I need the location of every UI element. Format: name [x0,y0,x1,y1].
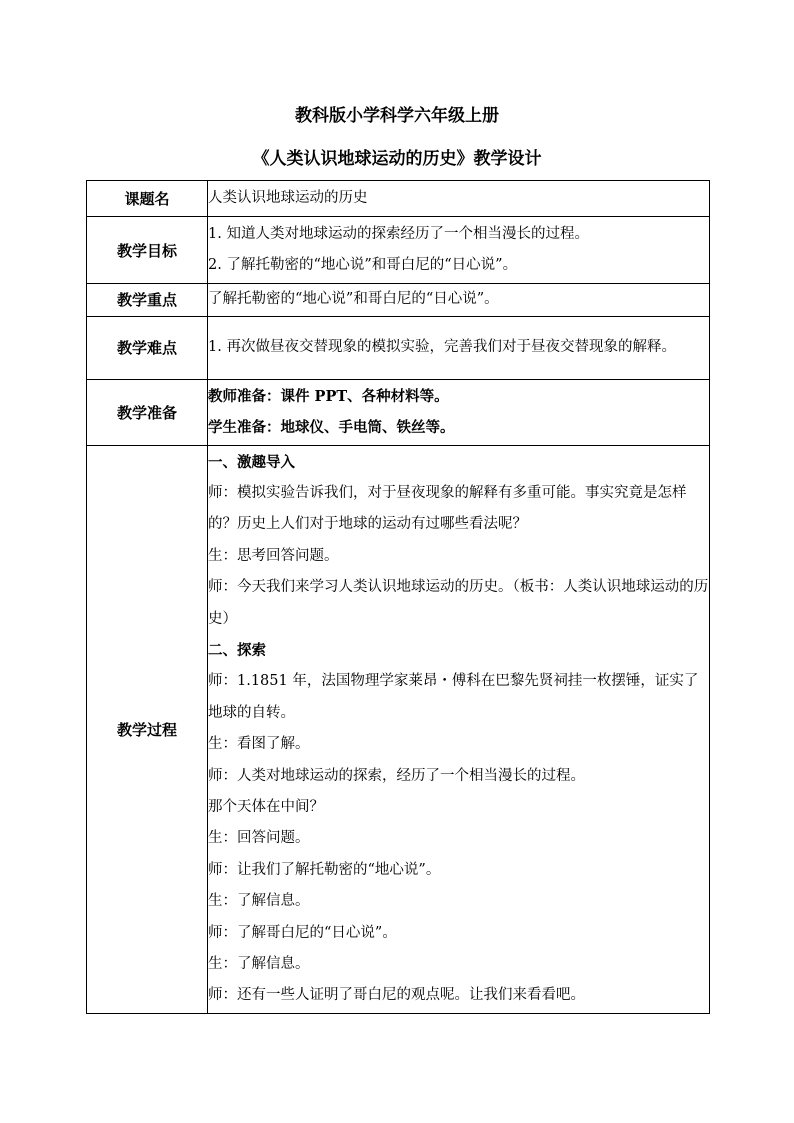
process-paragraph: 生：思考回答问题。 [208,547,339,564]
process-paragraph: 师：模拟实验告诉我们，对于昼夜现象的解释有多重可能。事实究竟是怎样的？历史上人们对于地球的运动有过哪些看法呢？ [208,484,687,533]
label-process: 教学过程 [87,445,208,1013]
goal-item: 2. 了解托勒密的“地心说”和哥白尼的“日心说”。 [208,257,518,273]
label-goals: 教学目标 [87,217,208,284]
key-points-text: 了解托勒密的“地心说”和哥白尼的“日心说”。 [208,291,499,307]
label-preparation: 教学准备 [87,379,208,445]
topic-text [208,181,710,217]
row-topic [87,181,710,217]
difficulties-content [208,316,710,379]
section-heading: 一、激趣导入 [208,453,295,471]
row-goals [87,217,710,284]
process-paragraph: 师：了解哥白尼的“日心说”。 [208,924,397,941]
document-title: 教科版小学科学六年级上册 [295,106,499,126]
goal-item: 1. 知道人类对地球运动的探索经历了一个相当漫长的过程。 [208,225,589,242]
row-difficulties [87,316,710,379]
process-paragraph: 师：1.1851 年，法国物理学家莱昂・傅科在巴黎先贤祠挂一枚摆锤，证实了地球的自转。 [208,673,699,721]
teacher-preparation: 教师准备：课件 PPT、各种材料等。 [208,387,449,405]
label-key-points: 教学重点 [87,284,208,317]
student-preparation: 学生准备：地球仪、手电筒、铁丝等。 [208,419,455,436]
section-heading: 二、探索 [208,641,266,659]
row-key-points [87,284,710,317]
preparation-content [208,379,710,445]
process-content [208,445,710,1013]
process-paragraph: 师：人类对地球运动的探索，经历了一个相当漫长的过程。 [208,767,585,784]
lesson-plan-table [86,180,710,1014]
difficulties-text: 1. 再次做昼夜交替现象的模拟实验，完善我们对于昼夜交替现象的解释。 [208,338,676,355]
goals-content [208,217,710,284]
row-process [87,445,710,1013]
process-paragraph: 师：还有一些人证明了哥白尼的观点呢。让我们来看看吧。 [208,987,585,1004]
topic-value: 人类认识地球运动的历史 [208,189,368,206]
process-paragraph: 生：了解信息。 [208,956,310,972]
process-paragraph: 生：回答问题。 [208,830,310,847]
process-paragraph: 生：了解信息。 [208,893,310,910]
label-difficulties: 教学难点 [87,316,208,379]
key-points-content [208,284,710,317]
row-preparation [87,379,710,445]
process-paragraph: 生：看图了解。 [208,736,310,753]
label-topic: 课题名 [87,181,208,217]
document-subtitle: 《人类认识地球运动的历史》教学设计 [252,149,542,169]
process-paragraph: 师：让我们了解托勒密的“地心说”。 [208,861,441,878]
process-paragraph: 那个天体在中间？ [208,798,324,815]
process-paragraph: 师：今天我们来学习人类认识地球运动的历史。（板书：人类认识地球运动的历史） [208,579,709,627]
